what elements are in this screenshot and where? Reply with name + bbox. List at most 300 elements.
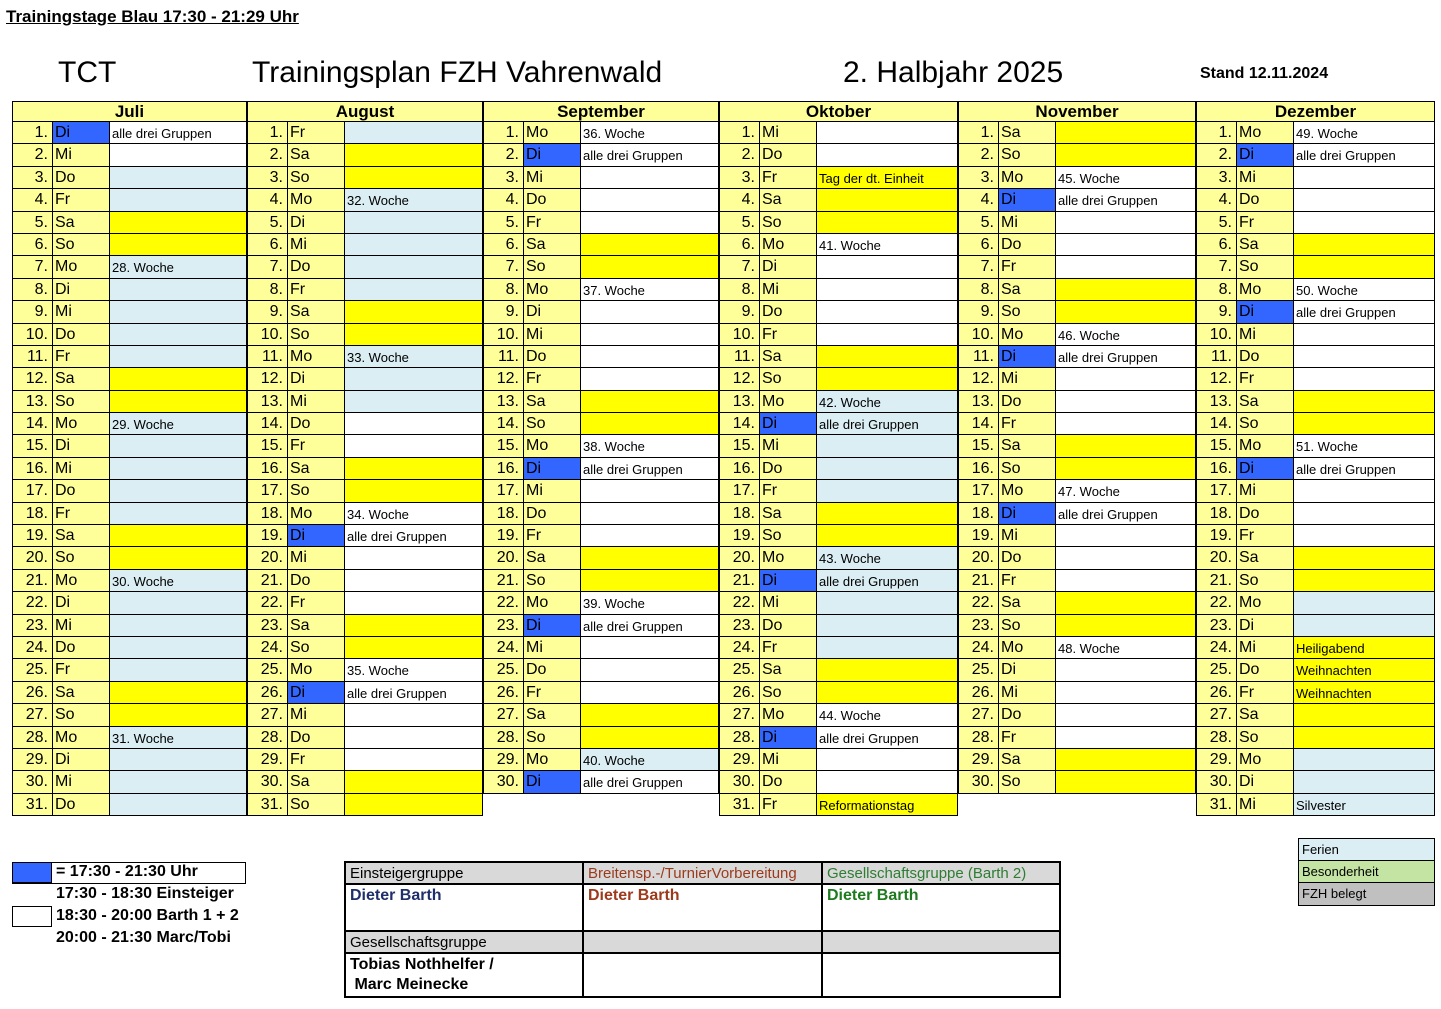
day-number: 13. bbox=[719, 391, 760, 413]
day-note bbox=[581, 368, 719, 390]
day-row[interactable] bbox=[247, 615, 483, 637]
day-number: 30. bbox=[719, 771, 760, 793]
day-note bbox=[1056, 771, 1196, 793]
day-row[interactable] bbox=[12, 234, 247, 256]
day-row[interactable] bbox=[719, 189, 958, 211]
day-note: Reformationstag bbox=[817, 794, 958, 816]
day-row[interactable] bbox=[12, 570, 247, 592]
day-row[interactable] bbox=[247, 167, 483, 189]
day-row[interactable] bbox=[958, 771, 1196, 793]
day-note bbox=[1056, 570, 1196, 592]
day-row[interactable] bbox=[12, 592, 247, 614]
day-row[interactable] bbox=[719, 637, 958, 659]
day-row[interactable] bbox=[719, 234, 958, 256]
day-row[interactable] bbox=[247, 637, 483, 659]
day-row[interactable] bbox=[1196, 212, 1435, 234]
day-row[interactable] bbox=[483, 525, 719, 547]
day-note bbox=[345, 615, 483, 637]
day-row[interactable] bbox=[12, 279, 247, 301]
weekday: Mo bbox=[999, 480, 1056, 502]
day-note bbox=[345, 413, 483, 435]
day-number: 22. bbox=[12, 592, 53, 614]
day-row[interactable] bbox=[483, 189, 719, 211]
day-row[interactable] bbox=[12, 212, 247, 234]
day-number: 28. bbox=[12, 727, 53, 749]
day-row[interactable] bbox=[483, 637, 719, 659]
day-row[interactable] bbox=[1196, 413, 1435, 435]
day-row[interactable] bbox=[483, 346, 719, 368]
weekday: Sa bbox=[53, 368, 110, 390]
day-row[interactable] bbox=[719, 256, 958, 278]
day-number: 2. bbox=[1196, 144, 1237, 166]
day-row[interactable] bbox=[12, 480, 247, 502]
weekday: Mo bbox=[760, 547, 817, 569]
month-header: September bbox=[483, 101, 719, 122]
weekday: So bbox=[53, 391, 110, 413]
day-row[interactable] bbox=[719, 749, 958, 771]
day-row[interactable] bbox=[1196, 525, 1435, 547]
day-row[interactable] bbox=[719, 122, 958, 144]
day-row[interactable] bbox=[719, 435, 958, 457]
weekday: Mo bbox=[1237, 592, 1294, 614]
day-row[interactable] bbox=[719, 167, 958, 189]
day-row[interactable] bbox=[1196, 615, 1435, 637]
day-row[interactable] bbox=[719, 413, 958, 435]
day-number: 31. bbox=[12, 794, 53, 816]
day-row[interactable] bbox=[247, 771, 483, 793]
day-number: 25. bbox=[483, 659, 524, 681]
day-number: 17. bbox=[483, 480, 524, 502]
day-row[interactable] bbox=[247, 346, 483, 368]
day-row[interactable] bbox=[247, 570, 483, 592]
day-row[interactable] bbox=[247, 682, 483, 704]
day-row[interactable] bbox=[247, 122, 483, 144]
day-row[interactable] bbox=[483, 324, 719, 346]
day-row[interactable] bbox=[247, 212, 483, 234]
weekday: So bbox=[760, 682, 817, 704]
day-row[interactable] bbox=[958, 122, 1196, 144]
day-row[interactable] bbox=[247, 368, 483, 390]
legend-time-line1: = 17:30 - 21:30 Uhr bbox=[56, 863, 198, 880]
weekday: Mi bbox=[760, 749, 817, 771]
day-row[interactable] bbox=[483, 503, 719, 525]
day-row[interactable] bbox=[958, 570, 1196, 592]
day-row[interactable] bbox=[958, 279, 1196, 301]
day-row[interactable] bbox=[483, 749, 719, 771]
day-number: 15. bbox=[958, 435, 999, 457]
weekday: Sa bbox=[1237, 391, 1294, 413]
day-note: alle drei Gruppen bbox=[817, 413, 958, 435]
day-row[interactable] bbox=[719, 794, 958, 816]
day-row[interactable] bbox=[719, 615, 958, 637]
weekday: So bbox=[999, 144, 1056, 166]
day-row[interactable] bbox=[1196, 794, 1435, 816]
day-row[interactable] bbox=[719, 212, 958, 234]
day-number: 5. bbox=[483, 212, 524, 234]
day-note bbox=[1056, 212, 1196, 234]
day-row[interactable] bbox=[1196, 592, 1435, 614]
group-empty-cell-1 bbox=[584, 954, 823, 996]
day-row[interactable] bbox=[719, 771, 958, 793]
weekday: Di bbox=[524, 301, 581, 323]
day-row[interactable] bbox=[247, 592, 483, 614]
day-row[interactable] bbox=[247, 301, 483, 323]
day-row[interactable] bbox=[247, 503, 483, 525]
day-number: 13. bbox=[247, 391, 288, 413]
day-row[interactable] bbox=[483, 682, 719, 704]
day-row[interactable] bbox=[12, 301, 247, 323]
weekday: Mi bbox=[999, 212, 1056, 234]
weekday: Do bbox=[288, 413, 345, 435]
day-row[interactable] bbox=[247, 794, 483, 816]
day-row[interactable] bbox=[247, 525, 483, 547]
day-row[interactable] bbox=[958, 480, 1196, 502]
day-row[interactable] bbox=[12, 771, 247, 793]
day-row[interactable] bbox=[12, 413, 247, 435]
day-row[interactable] bbox=[958, 189, 1196, 211]
day-note bbox=[817, 525, 958, 547]
day-row[interactable] bbox=[719, 368, 958, 390]
day-note: 46. Woche bbox=[1056, 324, 1196, 346]
weekday: Fr bbox=[1237, 212, 1294, 234]
day-row[interactable] bbox=[958, 301, 1196, 323]
day-row[interactable] bbox=[483, 435, 719, 457]
day-row[interactable] bbox=[483, 570, 719, 592]
day-row[interactable] bbox=[12, 368, 247, 390]
day-note: 43. Woche bbox=[817, 547, 958, 569]
day-row[interactable] bbox=[483, 391, 719, 413]
day-row[interactable] bbox=[1196, 279, 1435, 301]
day-number: 4. bbox=[1196, 189, 1237, 211]
day-note bbox=[581, 727, 719, 749]
day-number: 26. bbox=[247, 682, 288, 704]
day-row[interactable] bbox=[1196, 704, 1435, 726]
day-row[interactable] bbox=[958, 682, 1196, 704]
day-row[interactable] bbox=[958, 615, 1196, 637]
day-number: 26. bbox=[12, 682, 53, 704]
day-row[interactable] bbox=[958, 391, 1196, 413]
weekday: Mo bbox=[1237, 749, 1294, 771]
day-row[interactable] bbox=[1196, 346, 1435, 368]
day-row[interactable] bbox=[247, 256, 483, 278]
day-row[interactable] bbox=[958, 413, 1196, 435]
day-row[interactable] bbox=[719, 727, 958, 749]
weekday: Di bbox=[524, 615, 581, 637]
day-row[interactable] bbox=[1196, 682, 1435, 704]
day-row[interactable] bbox=[247, 480, 483, 502]
day-row[interactable] bbox=[247, 704, 483, 726]
day-row[interactable] bbox=[719, 346, 958, 368]
day-row[interactable] bbox=[1196, 503, 1435, 525]
day-row[interactable] bbox=[1196, 480, 1435, 502]
day-row[interactable] bbox=[483, 234, 719, 256]
day-number: 16. bbox=[1196, 458, 1237, 480]
weekday: So bbox=[53, 704, 110, 726]
day-row[interactable] bbox=[483, 480, 719, 502]
day-row[interactable] bbox=[958, 547, 1196, 569]
day-row[interactable] bbox=[1196, 368, 1435, 390]
day-row[interactable] bbox=[247, 659, 483, 681]
day-row[interactable] bbox=[12, 637, 247, 659]
day-row[interactable] bbox=[12, 547, 247, 569]
day-number: 15. bbox=[247, 435, 288, 457]
day-row[interactable] bbox=[1196, 547, 1435, 569]
day-number: 23. bbox=[719, 615, 760, 637]
weekday: Fr bbox=[53, 503, 110, 525]
day-row[interactable] bbox=[12, 682, 247, 704]
day-row[interactable] bbox=[247, 234, 483, 256]
day-note bbox=[581, 413, 719, 435]
day-note bbox=[1056, 368, 1196, 390]
day-row[interactable] bbox=[1196, 749, 1435, 771]
day-note: 40. Woche bbox=[581, 749, 719, 771]
weekday: Mo bbox=[760, 391, 817, 413]
month-november bbox=[958, 101, 1196, 794]
weekday: Mi bbox=[53, 301, 110, 323]
day-row[interactable] bbox=[12, 391, 247, 413]
day-note bbox=[110, 368, 247, 390]
day-number: 18. bbox=[1196, 503, 1237, 525]
day-note bbox=[345, 167, 483, 189]
group-trainer-gesellschaft bbox=[346, 954, 584, 996]
day-number: 18. bbox=[719, 503, 760, 525]
day-row[interactable] bbox=[247, 547, 483, 569]
day-number: 14. bbox=[958, 413, 999, 435]
day-row[interactable] bbox=[958, 704, 1196, 726]
day-row[interactable] bbox=[247, 435, 483, 457]
day-row[interactable] bbox=[958, 346, 1196, 368]
day-row[interactable] bbox=[958, 435, 1196, 457]
day-number: 20. bbox=[958, 547, 999, 569]
day-row[interactable] bbox=[1196, 256, 1435, 278]
day-row[interactable] bbox=[958, 368, 1196, 390]
weekday: So bbox=[760, 368, 817, 390]
day-row[interactable] bbox=[958, 659, 1196, 681]
day-row[interactable] bbox=[483, 212, 719, 234]
day-row[interactable] bbox=[483, 771, 719, 793]
day-row[interactable] bbox=[958, 525, 1196, 547]
day-note bbox=[110, 480, 247, 502]
weekday: Do bbox=[53, 794, 110, 816]
weekday: So bbox=[1237, 727, 1294, 749]
group-header-gesellschaft-barth: Gesellschaftsgruppe (Barth 2) bbox=[823, 863, 1059, 885]
day-row[interactable] bbox=[483, 256, 719, 278]
day-row[interactable] bbox=[1196, 144, 1435, 166]
day-row[interactable] bbox=[958, 212, 1196, 234]
day-row[interactable] bbox=[12, 324, 247, 346]
day-row[interactable] bbox=[483, 547, 719, 569]
day-note: 29. Woche bbox=[110, 413, 247, 435]
day-row[interactable] bbox=[12, 256, 247, 278]
day-row[interactable] bbox=[483, 122, 719, 144]
day-row[interactable] bbox=[483, 413, 719, 435]
day-row[interactable] bbox=[12, 458, 247, 480]
day-row[interactable] bbox=[12, 704, 247, 726]
day-row[interactable] bbox=[719, 659, 958, 681]
day-row[interactable] bbox=[12, 727, 247, 749]
weekday: So bbox=[524, 570, 581, 592]
day-note: 42. Woche bbox=[817, 391, 958, 413]
day-row[interactable] bbox=[247, 391, 483, 413]
day-row[interactable] bbox=[247, 727, 483, 749]
day-row[interactable] bbox=[12, 615, 247, 637]
day-row[interactable] bbox=[12, 503, 247, 525]
day-number: 4. bbox=[958, 189, 999, 211]
day-note bbox=[817, 480, 958, 502]
day-row[interactable] bbox=[12, 525, 247, 547]
day-note: Heiligabend bbox=[1294, 637, 1435, 659]
day-number: 3. bbox=[12, 167, 53, 189]
month-juli bbox=[12, 101, 247, 816]
day-number: 6. bbox=[12, 234, 53, 256]
day-row[interactable] bbox=[958, 727, 1196, 749]
day-row[interactable] bbox=[719, 324, 958, 346]
day-row[interactable] bbox=[719, 301, 958, 323]
day-row[interactable] bbox=[958, 749, 1196, 771]
day-note bbox=[345, 547, 483, 569]
day-note bbox=[1056, 234, 1196, 256]
weekday: Di bbox=[288, 682, 345, 704]
weekday: Mo bbox=[53, 570, 110, 592]
day-row[interactable] bbox=[247, 144, 483, 166]
day-row[interactable] bbox=[1196, 727, 1435, 749]
day-row[interactable] bbox=[719, 547, 958, 569]
day-note bbox=[345, 301, 483, 323]
day-row[interactable] bbox=[958, 503, 1196, 525]
day-note bbox=[1294, 704, 1435, 726]
groups-table bbox=[344, 861, 1061, 998]
day-row[interactable] bbox=[719, 570, 958, 592]
weekday: Do bbox=[999, 704, 1056, 726]
day-row[interactable] bbox=[1196, 234, 1435, 256]
day-number: 31. bbox=[719, 794, 760, 816]
day-row[interactable] bbox=[719, 458, 958, 480]
day-row[interactable] bbox=[483, 615, 719, 637]
day-note: 35. Woche bbox=[345, 659, 483, 681]
day-number: 15. bbox=[719, 435, 760, 457]
day-row[interactable] bbox=[1196, 189, 1435, 211]
day-row[interactable] bbox=[483, 167, 719, 189]
day-row[interactable] bbox=[719, 592, 958, 614]
day-note bbox=[1294, 391, 1435, 413]
day-row[interactable] bbox=[958, 144, 1196, 166]
day-row[interactable] bbox=[1196, 122, 1435, 144]
day-row[interactable] bbox=[483, 458, 719, 480]
weekday: So bbox=[999, 301, 1056, 323]
day-row[interactable] bbox=[958, 256, 1196, 278]
day-row[interactable] bbox=[483, 704, 719, 726]
day-row[interactable] bbox=[12, 749, 247, 771]
weekday: Fr bbox=[53, 659, 110, 681]
day-row[interactable] bbox=[483, 368, 719, 390]
weekday: Di bbox=[999, 189, 1056, 211]
day-row[interactable] bbox=[1196, 659, 1435, 681]
day-number: 20. bbox=[12, 547, 53, 569]
day-number: 1. bbox=[483, 122, 524, 144]
day-row[interactable] bbox=[483, 144, 719, 166]
day-number: 19. bbox=[958, 525, 999, 547]
day-row[interactable] bbox=[1196, 324, 1435, 346]
weekday: Fr bbox=[288, 749, 345, 771]
day-row[interactable] bbox=[719, 682, 958, 704]
day-row[interactable] bbox=[1196, 458, 1435, 480]
day-row[interactable] bbox=[483, 279, 719, 301]
day-row[interactable] bbox=[247, 189, 483, 211]
day-row[interactable] bbox=[12, 189, 247, 211]
day-note bbox=[110, 704, 247, 726]
day-row[interactable] bbox=[12, 167, 247, 189]
day-row[interactable] bbox=[483, 301, 719, 323]
day-number: 11. bbox=[1196, 346, 1237, 368]
day-row[interactable] bbox=[719, 279, 958, 301]
day-row[interactable] bbox=[958, 637, 1196, 659]
day-row[interactable] bbox=[483, 727, 719, 749]
day-number: 27. bbox=[719, 704, 760, 726]
weekday: Mi bbox=[1237, 637, 1294, 659]
day-row[interactable] bbox=[247, 279, 483, 301]
day-row[interactable] bbox=[958, 234, 1196, 256]
day-number: 25. bbox=[247, 659, 288, 681]
day-row[interactable] bbox=[12, 144, 247, 166]
day-note bbox=[345, 368, 483, 390]
day-row[interactable] bbox=[12, 794, 247, 816]
day-row[interactable] bbox=[1196, 391, 1435, 413]
day-row[interactable] bbox=[12, 346, 247, 368]
day-note bbox=[581, 570, 719, 592]
day-row[interactable] bbox=[1196, 771, 1435, 793]
day-row[interactable] bbox=[247, 413, 483, 435]
day-number: 16. bbox=[719, 458, 760, 480]
day-row[interactable] bbox=[1196, 637, 1435, 659]
day-row[interactable] bbox=[719, 704, 958, 726]
day-row[interactable] bbox=[12, 435, 247, 457]
day-row[interactable] bbox=[719, 144, 958, 166]
day-row[interactable] bbox=[1196, 167, 1435, 189]
day-row[interactable] bbox=[247, 458, 483, 480]
day-row[interactable] bbox=[958, 592, 1196, 614]
day-note bbox=[1294, 234, 1435, 256]
weekday: Sa bbox=[288, 144, 345, 166]
day-row[interactable] bbox=[12, 122, 247, 144]
weekday: Mi bbox=[524, 480, 581, 502]
day-number: 19. bbox=[12, 525, 53, 547]
day-row[interactable] bbox=[247, 749, 483, 771]
day-row[interactable] bbox=[958, 167, 1196, 189]
time-legend bbox=[12, 862, 246, 950]
day-row[interactable] bbox=[719, 391, 958, 413]
day-note: 44. Woche bbox=[817, 704, 958, 726]
legend-time-line3: 18:30 - 20:00 Barth 1 + 2 bbox=[56, 907, 239, 924]
day-note bbox=[1056, 547, 1196, 569]
day-row[interactable] bbox=[1196, 301, 1435, 323]
day-row[interactable] bbox=[1196, 435, 1435, 457]
day-note bbox=[581, 212, 719, 234]
day-row[interactable] bbox=[1196, 570, 1435, 592]
day-row[interactable] bbox=[483, 592, 719, 614]
day-row[interactable] bbox=[958, 324, 1196, 346]
day-row[interactable] bbox=[958, 458, 1196, 480]
day-row[interactable] bbox=[12, 659, 247, 681]
weekday: Fr bbox=[53, 189, 110, 211]
day-row[interactable] bbox=[719, 525, 958, 547]
day-row[interactable] bbox=[247, 324, 483, 346]
month-header: Dezember bbox=[1196, 101, 1435, 122]
day-row[interactable] bbox=[719, 480, 958, 502]
day-number: 5. bbox=[958, 212, 999, 234]
day-row[interactable] bbox=[719, 503, 958, 525]
day-number: 14. bbox=[247, 413, 288, 435]
day-row[interactable] bbox=[483, 659, 719, 681]
